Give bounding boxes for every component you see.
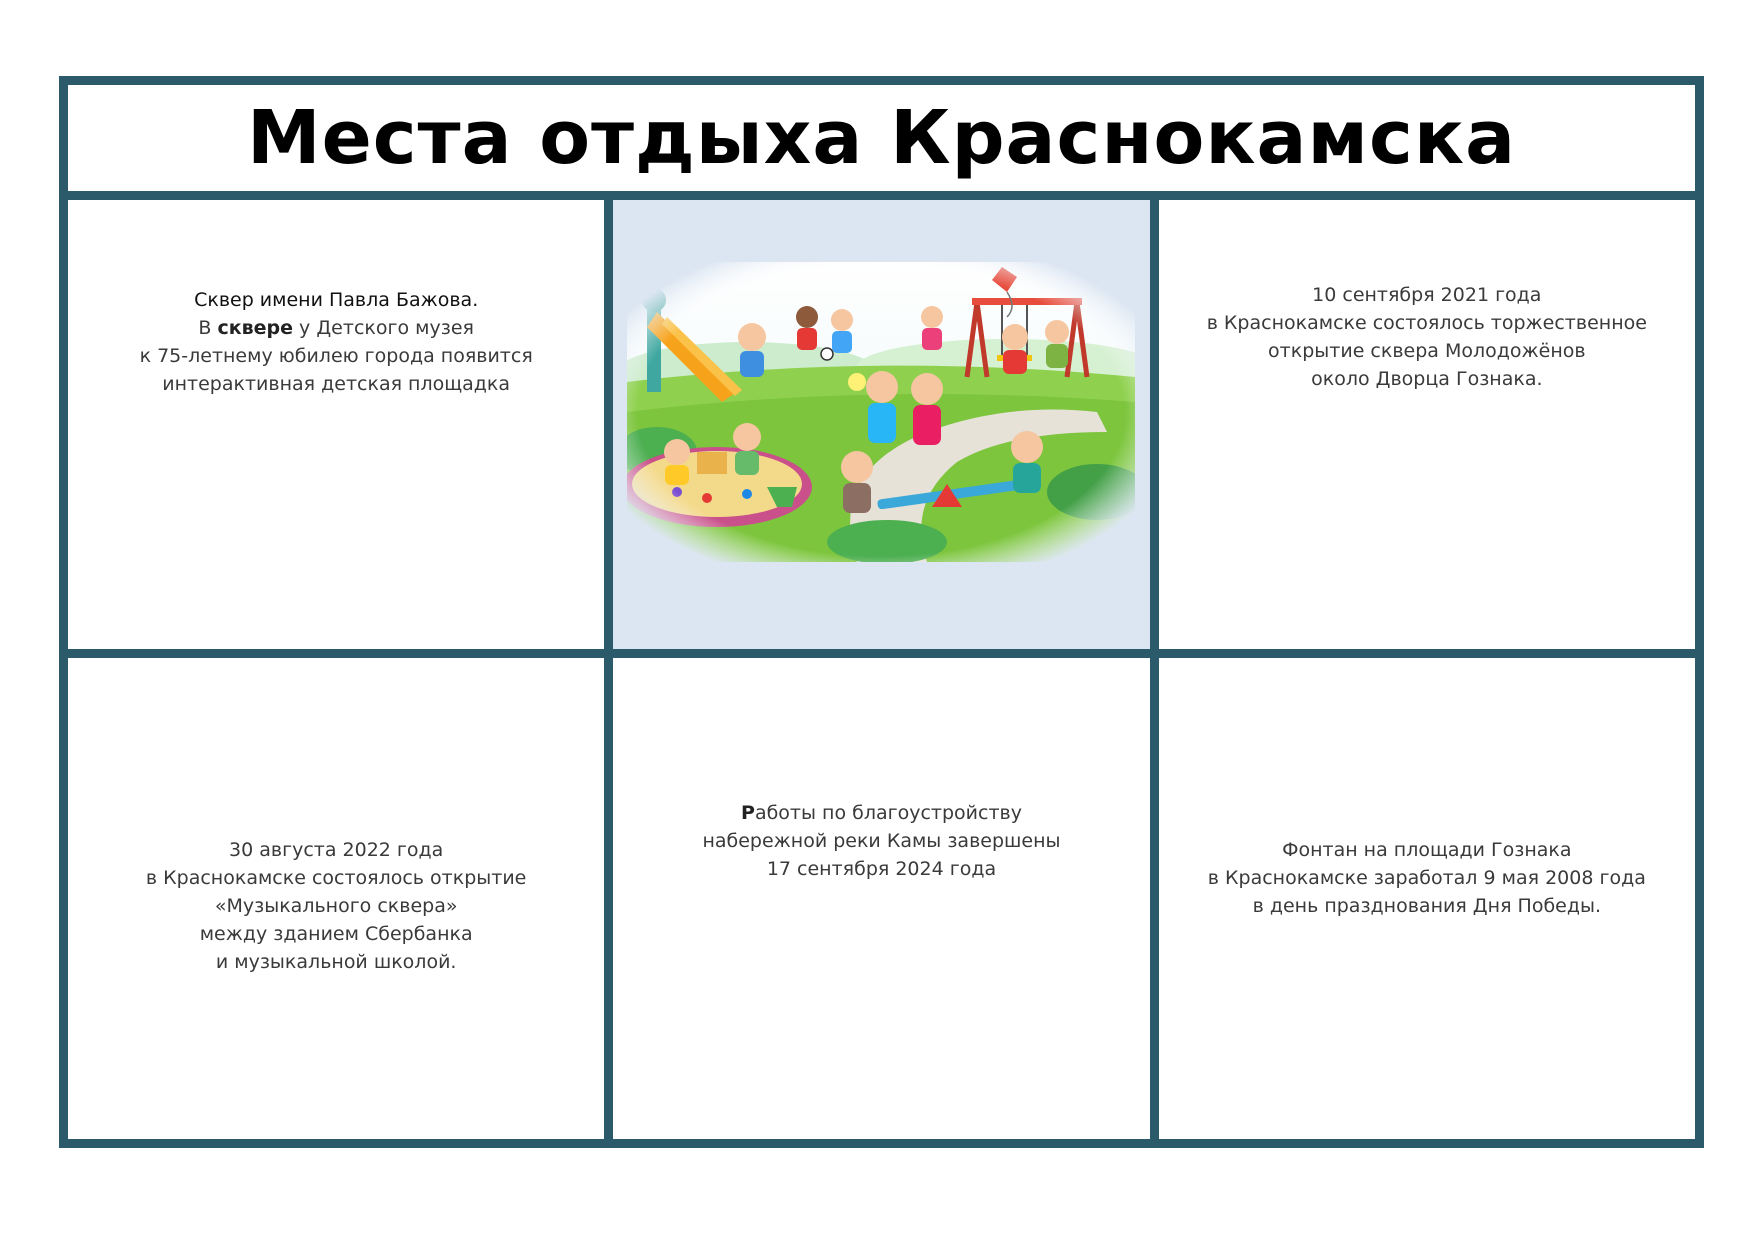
card-text (1159, 836, 1695, 920)
card-kama-embankment (613, 658, 1149, 1139)
card-text (1159, 281, 1695, 393)
card-line-bold: сквере (217, 317, 294, 339)
card-line: интерактивная детская площадка (162, 373, 511, 395)
poster-frame (59, 76, 1704, 1148)
card-line: в день празднования Дня Победы. (1252, 895, 1602, 917)
card-line: 17 сентября 2024 года (766, 858, 997, 880)
card-line: в Краснокамске состоялось открытие (145, 867, 527, 889)
card-goznak-fountain (1159, 658, 1695, 1139)
title-bar (68, 85, 1695, 200)
card-line: Сквер имени Павла Бажова. (194, 289, 479, 311)
cards-grid (68, 200, 1695, 1139)
card-line: открытие сквера Молодожёнов (1268, 340, 1586, 362)
card-text (613, 799, 1149, 883)
card-line: в Краснокамске заработал 9 мая 2008 года (1207, 867, 1646, 889)
card-line: между зданием Сбербанка (199, 923, 473, 945)
card-music-square (68, 658, 604, 1139)
card-line: Фонтан на площади Гознака (1282, 839, 1572, 861)
card-line (68, 314, 604, 342)
playground-illustration (627, 262, 1135, 562)
card-line-bold: Р (741, 802, 755, 824)
card-line-part: В (198, 317, 218, 339)
card-line-part: аботы по благоустройству (754, 802, 1022, 824)
card-text (68, 286, 604, 398)
card-line (613, 799, 1149, 827)
card-line: около Дворца Гознака. (1311, 368, 1543, 390)
card-line: 30 августа 2022 года (229, 839, 444, 861)
card-line: набережной реки Камы завершены (702, 830, 1061, 852)
card-line: и музыкальной школой. (215, 951, 457, 973)
card-text (68, 836, 604, 976)
card-newlyweds-square (1159, 200, 1695, 649)
card-playground-image (613, 200, 1149, 649)
card-line: в Краснокамске состоялось торжественное (1206, 312, 1647, 334)
card-line: к 75-летнему юбилею города появится (139, 345, 533, 367)
card-line: «Музыкального сквера» (214, 895, 458, 917)
card-line: 10 сентября 2021 года (1312, 284, 1542, 306)
card-line-part: у Детского музея (293, 317, 474, 339)
card-bazhov-square (68, 200, 604, 649)
poster-title: Места отдыха Краснокамска (246, 95, 1517, 181)
